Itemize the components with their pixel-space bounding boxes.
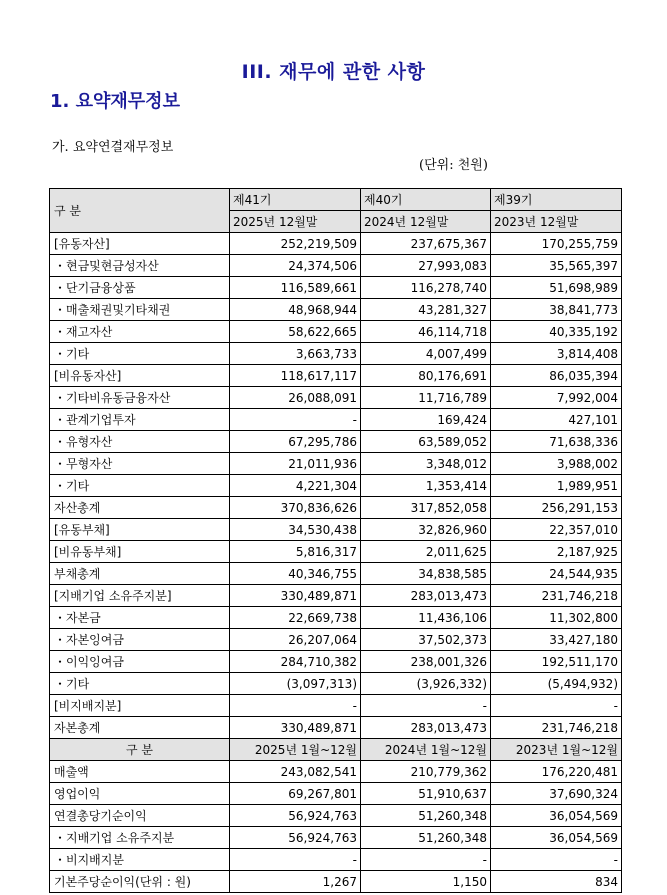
- row-value: -: [491, 695, 622, 717]
- row-value: 1,989,951: [491, 475, 622, 497]
- row-value: -: [491, 849, 622, 871]
- row-label: ・기타: [50, 475, 230, 497]
- table-row: [50, 805, 622, 827]
- row-label: 자본총계: [50, 717, 230, 739]
- row-value: 51,910,637: [361, 783, 491, 805]
- row-value: 24,544,935: [491, 563, 622, 585]
- row-label: ・관계기업투자: [50, 409, 230, 431]
- row-value: 51,260,348: [361, 805, 491, 827]
- row-value: 427,101: [491, 409, 622, 431]
- table-row: [50, 387, 622, 409]
- row-label: [유동자산]: [50, 233, 230, 255]
- subsection-heading: 가. 요약연결재무정보: [52, 140, 174, 155]
- row-label: ・기타: [50, 673, 230, 695]
- row-value: 11,716,789: [361, 387, 491, 409]
- table-row: [50, 431, 622, 453]
- table-row: [50, 563, 622, 585]
- row-value: 63,589,052: [361, 431, 491, 453]
- row-value: -: [230, 849, 361, 871]
- table-row: [50, 871, 622, 893]
- income-header-period: 2024년 1월~12월: [361, 739, 491, 761]
- row-value: 21,011,936: [230, 453, 361, 475]
- row-value: -: [361, 849, 491, 871]
- row-value: 58,622,665: [230, 321, 361, 343]
- row-label: ・기타비유동금융자산: [50, 387, 230, 409]
- row-value: 834: [491, 871, 622, 893]
- table-row: [50, 409, 622, 431]
- row-value: 176,220,481: [491, 761, 622, 783]
- row-value: 32,826,960: [361, 519, 491, 541]
- row-value: 36,054,569: [491, 827, 622, 849]
- table-row: [50, 277, 622, 299]
- row-value: 80,176,691: [361, 365, 491, 387]
- row-value: 330,489,871: [230, 717, 361, 739]
- row-label: 기본주당순이익(단위 : 원): [50, 871, 230, 893]
- row-value: 231,746,218: [491, 585, 622, 607]
- row-value: 116,278,740: [361, 277, 491, 299]
- row-label: ・무형자산: [50, 453, 230, 475]
- row-value: 34,530,438: [230, 519, 361, 541]
- row-value: 71,638,336: [491, 431, 622, 453]
- header-date-1: 2025년 12월말: [230, 211, 361, 233]
- header-period-2: 제40기: [361, 189, 491, 211]
- row-value: 4,221,304: [230, 475, 361, 497]
- row-value: 1,267: [230, 871, 361, 893]
- row-value: 237,675,367: [361, 233, 491, 255]
- row-value: (3,926,332): [361, 673, 491, 695]
- row-value: 40,335,192: [491, 321, 622, 343]
- table-row: [50, 695, 622, 717]
- row-label: 연결총당기순이익: [50, 805, 230, 827]
- row-value: 283,013,473: [361, 585, 491, 607]
- row-value: 37,690,324: [491, 783, 622, 805]
- row-value: 24,374,506: [230, 255, 361, 277]
- financial-summary-table: [49, 188, 622, 893]
- table-row: [50, 475, 622, 497]
- income-header-gubun: 구 분: [50, 739, 230, 761]
- row-value: 210,779,362: [361, 761, 491, 783]
- row-value: 26,207,064: [230, 629, 361, 651]
- row-value: 46,114,718: [361, 321, 491, 343]
- row-value: 38,841,773: [491, 299, 622, 321]
- page-title: III. 재무에 관한 사항: [241, 61, 426, 83]
- header-period-3: 제39기: [491, 189, 622, 211]
- row-label: 부채총계: [50, 563, 230, 585]
- table-row: [50, 585, 622, 607]
- row-value: 116,589,661: [230, 277, 361, 299]
- table-row: [50, 849, 622, 871]
- row-value: -: [230, 409, 361, 431]
- row-label: ・기타: [50, 343, 230, 365]
- row-value: 3,663,733: [230, 343, 361, 365]
- row-value: 317,852,058: [361, 497, 491, 519]
- row-value: 51,260,348: [361, 827, 491, 849]
- row-value: 3,348,012: [361, 453, 491, 475]
- income-header-period: 2025년 1월~12월: [230, 739, 361, 761]
- table-row: [50, 255, 622, 277]
- income-header-row: [50, 739, 622, 761]
- row-value: 1,150: [361, 871, 491, 893]
- row-label: ・자본금: [50, 607, 230, 629]
- table-row: [50, 827, 622, 849]
- row-value: 86,035,394: [491, 365, 622, 387]
- row-label: ・매출채권및기타채권: [50, 299, 230, 321]
- row-value: 5,816,317: [230, 541, 361, 563]
- row-value: 169,424: [361, 409, 491, 431]
- row-label: ・자본잉여금: [50, 629, 230, 651]
- row-value: 118,617,117: [230, 365, 361, 387]
- row-value: 11,302,800: [491, 607, 622, 629]
- row-label: [비유동부채]: [50, 541, 230, 563]
- row-value: -: [361, 695, 491, 717]
- row-label: 영업이익: [50, 783, 230, 805]
- row-value: 284,710,382: [230, 651, 361, 673]
- header-gubun: 구 분: [50, 189, 230, 233]
- row-value: 69,267,801: [230, 783, 361, 805]
- table-row: [50, 365, 622, 387]
- table-row: [50, 343, 622, 365]
- table-row: [50, 497, 622, 519]
- row-value: 48,968,944: [230, 299, 361, 321]
- unit-label: (단위: 천원): [419, 158, 488, 173]
- row-value: 243,082,541: [230, 761, 361, 783]
- table-row: [50, 541, 622, 563]
- row-value: 26,088,091: [230, 387, 361, 409]
- header-date-2: 2024년 12월말: [361, 211, 491, 233]
- row-value: 3,814,408: [491, 343, 622, 365]
- row-label: ・유형자산: [50, 431, 230, 453]
- row-value: (5,494,932): [491, 673, 622, 695]
- row-label: ・현금및현금성자산: [50, 255, 230, 277]
- table-row: [50, 783, 622, 805]
- row-value: 56,924,763: [230, 805, 361, 827]
- row-value: 256,291,153: [491, 497, 622, 519]
- row-value: 170,255,759: [491, 233, 622, 255]
- header-row-periods: [50, 189, 622, 211]
- row-value: 51,698,989: [491, 277, 622, 299]
- row-value: 43,281,327: [361, 299, 491, 321]
- section-heading: 1. 요약재무정보: [50, 91, 180, 112]
- row-value: 231,746,218: [491, 717, 622, 739]
- row-value: 283,013,473: [361, 717, 491, 739]
- row-value: (3,097,313): [230, 673, 361, 695]
- row-value: -: [230, 695, 361, 717]
- row-label: ・이익잉여금: [50, 651, 230, 673]
- table-row: [50, 651, 622, 673]
- row-label: [비지배지분]: [50, 695, 230, 717]
- header-date-3: 2023년 12월말: [491, 211, 622, 233]
- row-label: [비유동자산]: [50, 365, 230, 387]
- row-value: 252,219,509: [230, 233, 361, 255]
- row-value: 40,346,755: [230, 563, 361, 585]
- row-label: ・단기금융상품: [50, 277, 230, 299]
- row-value: 56,924,763: [230, 827, 361, 849]
- row-value: 27,993,083: [361, 255, 491, 277]
- row-label: 매출액: [50, 761, 230, 783]
- row-value: 37,502,373: [361, 629, 491, 651]
- table-row: [50, 607, 622, 629]
- row-value: 1,353,414: [361, 475, 491, 497]
- row-value: 22,357,010: [491, 519, 622, 541]
- row-value: 35,565,397: [491, 255, 622, 277]
- table-row: [50, 673, 622, 695]
- table-row: [50, 629, 622, 651]
- header-period-1: 제41기: [230, 189, 361, 211]
- row-value: 34,838,585: [361, 563, 491, 585]
- row-value: 330,489,871: [230, 585, 361, 607]
- table-row: [50, 453, 622, 475]
- row-value: 370,836,626: [230, 497, 361, 519]
- row-value: 2,187,925: [491, 541, 622, 563]
- row-label: 자산총계: [50, 497, 230, 519]
- row-value: 11,436,106: [361, 607, 491, 629]
- row-label: [지배기업 소유주지분]: [50, 585, 230, 607]
- row-value: 67,295,786: [230, 431, 361, 453]
- row-value: 7,992,004: [491, 387, 622, 409]
- table-row: [50, 299, 622, 321]
- row-value: 192,511,170: [491, 651, 622, 673]
- row-value: 238,001,326: [361, 651, 491, 673]
- table-row: [50, 321, 622, 343]
- table-row: [50, 761, 622, 783]
- row-value: 36,054,569: [491, 805, 622, 827]
- row-value: 3,988,002: [491, 453, 622, 475]
- row-label: ・재고자산: [50, 321, 230, 343]
- table-row: [50, 519, 622, 541]
- table-row: [50, 717, 622, 739]
- row-value: 22,669,738: [230, 607, 361, 629]
- row-label: ・지배기업 소유주지분: [50, 827, 230, 849]
- row-value: 4,007,499: [361, 343, 491, 365]
- row-value: 33,427,180: [491, 629, 622, 651]
- row-label: [유동부채]: [50, 519, 230, 541]
- table-row: [50, 233, 622, 255]
- row-value: 2,011,625: [361, 541, 491, 563]
- income-header-period: 2023년 1월~12월: [491, 739, 622, 761]
- row-label: ・비지배지분: [50, 849, 230, 871]
